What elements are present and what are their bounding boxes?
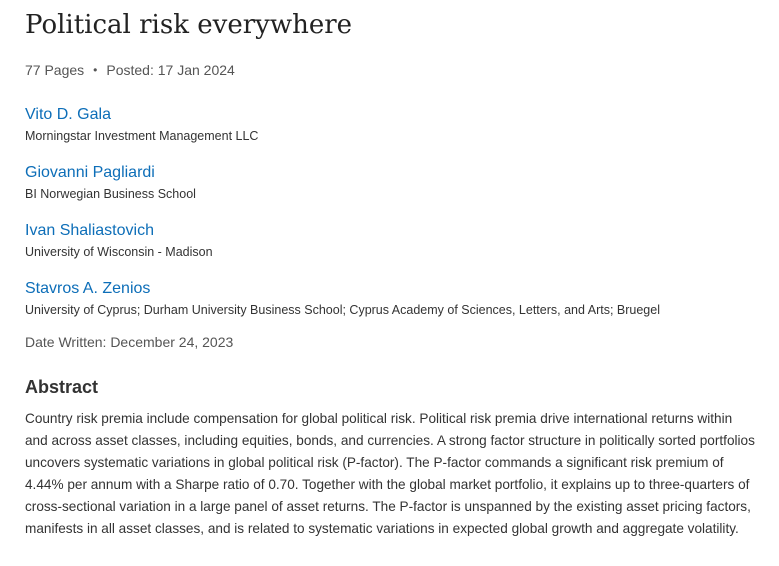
abstract-heading: Abstract: [25, 377, 99, 397]
author-block: [25, 221, 755, 260]
paper-meta: [25, 61, 235, 79]
abstract-text: Country risk premia include compensation for global political risk. Political risk premia drive international returns within and across asset classes, including equities, bonds, and currencies. A strong factor structure in politically sorted portfolios uncovers systematic variations in global political risk (P-factor). The P-factor commands a significant risk premium of 4.44% per annum with a Sharpe ratio of 0.70. Together with the global market portfolio, it explains up to three-quarters of cross-sectional variation in a large panel of asset returns. The P-factor is unspanned by the existing asset pricing factors, manifests in all asset classes, and is related to systematic variations in expected global growth and aggregate volatility.: [25, 411, 755, 536]
author-name-link[interactable]: Giovanni Pagliardi: [25, 164, 155, 181]
posted-date: Posted: 17 Jan 2024: [106, 62, 235, 78]
author-affiliation: University of Wisconsin - Madison: [25, 245, 213, 259]
paper-title: Political risk everywhere: [25, 10, 353, 40]
author-affiliation: Morningstar Investment Management LLC: [25, 129, 259, 143]
meta-separator: •: [93, 63, 98, 77]
author-block: [25, 105, 755, 144]
author-name-link[interactable]: Stavros A. Zenios: [25, 280, 151, 297]
author-name-link[interactable]: Ivan Shaliastovich: [25, 222, 154, 239]
author-block: [25, 163, 755, 202]
date-written: Date Written: December 24, 2023: [25, 334, 234, 350]
page-count: 77 Pages: [25, 62, 85, 78]
author-name-link[interactable]: Vito D. Gala: [25, 106, 111, 123]
author-block: [25, 279, 755, 318]
author-affiliation: University of Cyprus; Durham University Business School; Cyprus Academy of Sciences, Letters, and Arts; Bruegel: [25, 303, 660, 317]
author-affiliation: BI Norwegian Business School: [25, 187, 196, 201]
